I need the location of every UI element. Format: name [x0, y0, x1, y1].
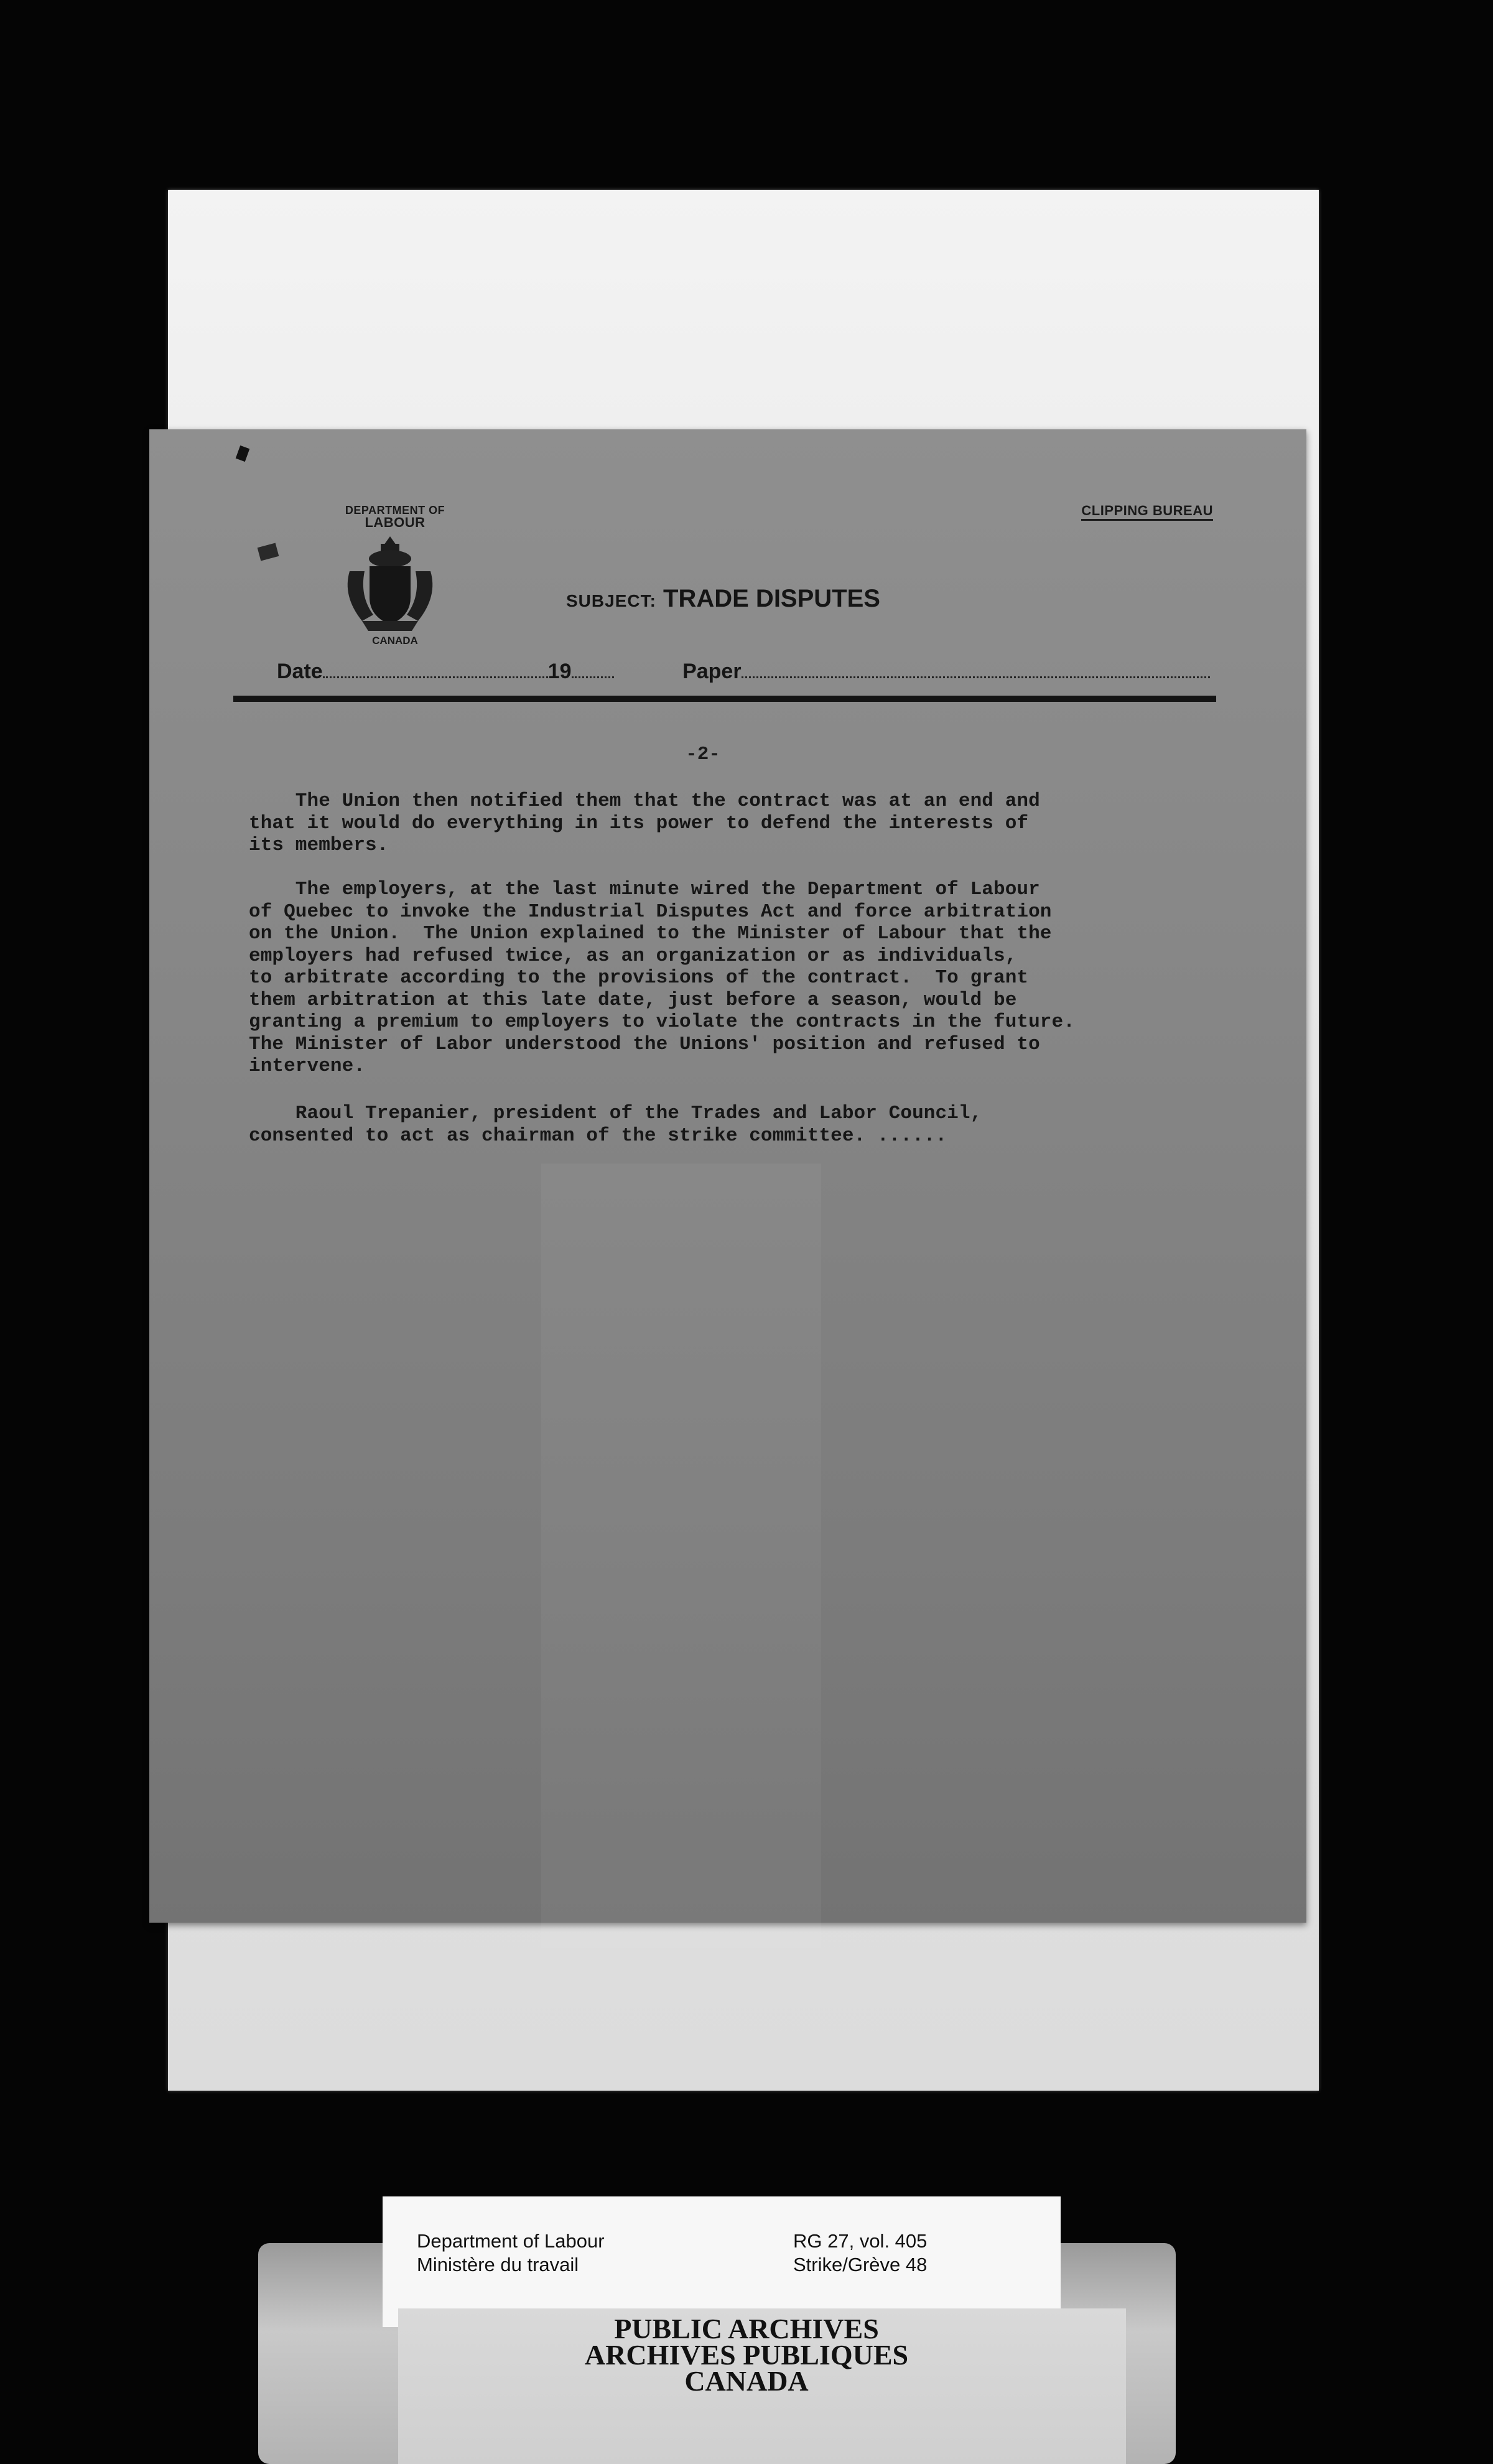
archive-department [417, 2229, 605, 2277]
clipping-sheet [149, 429, 1306, 1923]
date-dots [323, 660, 548, 678]
clipping-bureau-label: CLIPPING BUREAU [1081, 503, 1213, 521]
archive-title-en: PUBLIC ARCHIVES [614, 2313, 879, 2345]
archive-dept-en: Department of Labour [417, 2230, 605, 2252]
archive-title-country: CANADA [684, 2365, 809, 2397]
corner-mark [236, 446, 250, 462]
date-row [277, 660, 1210, 684]
archive-title-fr: ARCHIVES PUBLIQUES [584, 2339, 909, 2371]
pen-mark [258, 543, 279, 561]
paper-label: Paper [682, 660, 742, 683]
paper-dots [742, 660, 1210, 678]
header-rule [233, 696, 1216, 702]
archive-title [0, 2313, 1493, 2397]
canada-text: CANADA [372, 635, 418, 646]
subject-value: TRADE DISPUTES [663, 585, 880, 612]
paragraph-1: The Union then notified them that the contract was at an end and that it would do everything in its power to defend the interests of its members. [249, 790, 1040, 856]
year-label: 19 [547, 660, 572, 683]
department-header [317, 504, 473, 529]
paragraph-2: The employers, at the last minute wired the Department of Labour of Quebec to invoke the Industrial Disputes Act and force arbitration on the Union. The Union explained to the Minister of Labour that the employers had refused twice, as an organization or as individuals, to arbitrate according to the provisions of the contract. To grant them arbitration at this late date, just before a season, would be granting a premium to employers to violate the contracts in the future. The Minister of Labor understood the Unions' position and refused to intervene. [249, 879, 1075, 1077]
labour-text: LABOUR [365, 515, 426, 530]
archive-reference [793, 2229, 927, 2277]
paragraph-3: Raoul Trepanier, president of the Trades and Labor Council, consented to act as chairman of the strike committee. ...... [249, 1103, 982, 1147]
page-number: -2- [686, 744, 720, 765]
date-label: Date [277, 660, 323, 683]
subject-line [566, 585, 880, 613]
year-dots [572, 660, 615, 678]
department-of-text: DEPARTMENT OF [345, 504, 445, 516]
subject-label: SUBJECT: [566, 591, 656, 610]
faded-overlay [541, 1164, 821, 1948]
coat-of-arms-icon [325, 534, 455, 633]
archive-dept-fr: Ministère du travail [417, 2254, 579, 2275]
archive-ref-strike: Strike/Grève 48 [793, 2254, 928, 2275]
archive-ref-volume: RG 27, vol. 405 [793, 2230, 928, 2252]
